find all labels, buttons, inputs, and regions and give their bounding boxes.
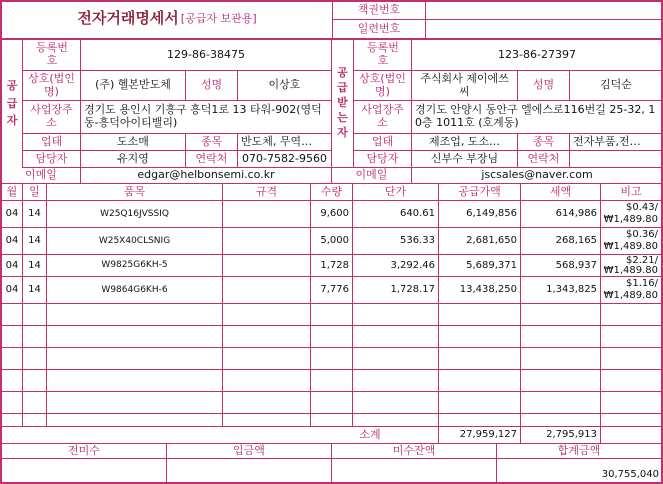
receiver-reg-no: 123-86-27397: [498, 47, 576, 61]
row-item: W25X40CLSNIG: [98, 235, 171, 246]
receiver-email: jscsales@naver.com: [481, 168, 593, 182]
row-day: 14: [28, 208, 41, 220]
supplier-company-label: 상호(법인명): [28, 71, 75, 98]
row-day: 14: [28, 259, 41, 271]
row-note-usd: $1.16/: [626, 278, 658, 290]
row-qty: 7,776: [320, 284, 349, 296]
prev-unpaid-value: [2, 459, 163, 482]
receiver-side-label: 공급받는자: [337, 66, 348, 139]
row-month: 04: [5, 235, 19, 247]
row-note-usd: $2.21/: [626, 255, 658, 266]
supplier-biz-type-label: 업태: [40, 134, 63, 148]
row-note-usd: $0.36/: [626, 229, 658, 241]
subtitle-text: [공급자 보관용]: [180, 11, 257, 25]
row-spec: [223, 255, 310, 276]
row-item: W9864G6KH-6: [101, 284, 168, 295]
supplier-manager: 유지영: [117, 151, 149, 165]
receiver-company: 주식회사 제이에쓰씨: [420, 71, 509, 98]
prev-unpaid-label: 전미수: [68, 444, 100, 457]
col-item: 품목: [123, 184, 146, 198]
receiver-manager-label: 담당자: [366, 151, 399, 165]
col-month: 월: [6, 184, 18, 198]
row-note-krw: ₩1,489.80: [603, 265, 658, 276]
unpaid-balance-value: [332, 459, 493, 482]
row-price: 3,292.46: [390, 259, 435, 271]
supplier-name: 이상호: [268, 78, 301, 92]
row-tax: 614,986: [555, 208, 597, 220]
receiver-item-type-label: 종목: [532, 134, 555, 148]
supplier-reg-no: 129-86-38475: [167, 47, 245, 61]
row-spec: [223, 277, 310, 303]
supplier-name-label: 성명: [200, 78, 223, 92]
row-amount: 13,438,250: [459, 284, 517, 296]
supplier-side-label: 공급자: [6, 79, 18, 128]
total-label: 합계금액: [557, 444, 601, 457]
receiver-reg-no-label: 등록번호: [367, 41, 399, 67]
row-tax: 1,343,825: [546, 284, 597, 296]
row-spec: [223, 201, 310, 227]
row-note-krw: ₩1,489.80: [603, 241, 658, 253]
col-tax: 세액: [549, 184, 572, 198]
supplier-manager-label: 담당자: [35, 151, 68, 165]
receiver-address: 경기도 안양시 동안구 엘에스로116번길 25-32, 10층 1011호 (호계동): [415, 103, 656, 129]
book-number-label: 책권번호: [357, 2, 401, 16]
subtotal-tax: 2,795,913: [546, 428, 597, 440]
receiver-item-type: 전자부품,전…: [573, 134, 641, 148]
receiver-phone-label: 연락처: [527, 151, 560, 165]
receiver-name: 김덕순: [600, 78, 632, 92]
row-price: 1,728.17: [390, 284, 435, 296]
receiver-address-label: 사업장주소: [361, 103, 404, 129]
supplier-item-type: 반도체, 무역…: [241, 134, 313, 148]
col-note: 비고: [620, 184, 642, 198]
document-title: [4, 4, 330, 34]
row-note-krw: ₩1,489.80: [603, 214, 658, 226]
row-amount: 2,681,650: [466, 235, 517, 247]
row-qty: 1,728: [320, 259, 349, 271]
serial-number-label: 일련번호: [357, 21, 401, 35]
row-day: 14: [28, 235, 41, 247]
row-item: W9825G6KH-5: [101, 260, 168, 271]
receiver-biz-type: 제조업, 도소…: [428, 134, 501, 148]
row-note-krw: ₩1,489.80: [603, 290, 658, 302]
row-qty: 9,600: [320, 208, 349, 220]
row-amount: 5,689,371: [466, 259, 517, 271]
row-price: 536.33: [400, 235, 435, 247]
supplier-biz-type: 도소매: [117, 134, 149, 148]
receiver-company-label: 상호(법인명): [359, 71, 406, 98]
receiver-biz-type-label: 업태: [371, 134, 394, 148]
total-value: 30,755,040: [601, 468, 659, 480]
row-price: 640.61: [400, 208, 435, 220]
receiver-email-label: 이메일: [355, 168, 388, 182]
supplier-company: (주) 헬본반도체: [95, 78, 171, 92]
supplier-address-label: 사업장주소: [30, 103, 73, 129]
row-tax: 268,165: [555, 235, 597, 247]
row-spec: [223, 228, 310, 254]
row-tax: 568,937: [555, 259, 597, 271]
row-note-usd: $0.43/: [626, 202, 658, 214]
supplier-email: edgar@helbonsemi.co.kr: [137, 168, 275, 182]
row-amount: 6,149,856: [466, 208, 517, 220]
receiver-name-label: 성명: [532, 78, 555, 92]
receiver-manager: 신부수 부장님: [430, 151, 499, 165]
supplier-email-label: 이메일: [25, 168, 57, 182]
row-month: 04: [5, 259, 19, 271]
row-month: 04: [5, 208, 19, 220]
col-amount: 공급가액: [458, 184, 501, 198]
title-text: 전자거래명세서: [77, 9, 179, 28]
subtotal-amount: 27,959,127: [459, 428, 517, 440]
supplier-address: 경기도 용인시 기흥구 흥덕1로 13 타워-902(영덕동-흥덕아이티밸리): [84, 103, 322, 129]
col-qty: 수량: [320, 184, 343, 198]
supplier-item-type-label: 종목: [200, 134, 223, 148]
col-day: 일: [29, 184, 40, 198]
row-month: 04: [5, 284, 19, 296]
supplier-reg-no-label: 등록번호: [36, 41, 68, 67]
subtotal-label: 소계: [359, 427, 381, 441]
row-day: 14: [28, 284, 41, 296]
supplier-phone-label: 연락처: [195, 151, 228, 165]
supplier-phone: 070-7582-9560: [242, 151, 327, 165]
col-spec: 규격: [255, 184, 278, 198]
received-label: 입금액: [233, 444, 265, 457]
receiver-phone: [570, 151, 662, 167]
col-price: 단가: [384, 184, 407, 198]
row-item: W25Q16JVSSIQ: [100, 208, 169, 219]
received-value: [167, 459, 328, 482]
row-qty: 5,000: [320, 235, 349, 247]
unpaid-balance-label: 미수잔액: [392, 444, 436, 457]
